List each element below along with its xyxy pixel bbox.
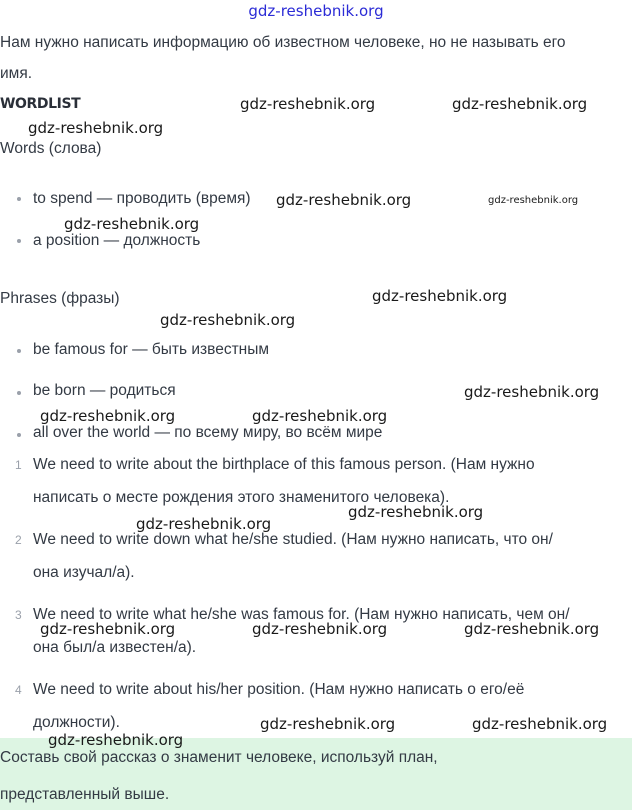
- words-heading: Words (слова): [0, 140, 102, 157]
- plan-item-4-line-2: должности).: [33, 714, 120, 731]
- watermark: gdz-reshebnik.org: [464, 383, 600, 401]
- watermark: gdz-reshebnik.org: [252, 620, 388, 638]
- bullet-icon: [17, 349, 21, 353]
- intro-line-1: Нам нужно написать информацию об известном человеке, но не называть его: [0, 34, 566, 51]
- watermark: gdz-reshebnik.org: [452, 95, 588, 113]
- intro-line-2: имя.: [0, 65, 33, 82]
- watermark: gdz-reshebnik.org: [276, 191, 412, 209]
- wordlist-heading: WORDLIST: [0, 96, 81, 112]
- watermark: gdz-reshebnik.org: [252, 407, 388, 425]
- bullet-icon: [17, 433, 21, 437]
- bullet-icon: [17, 391, 21, 395]
- plan-item-2-line-2: она изучал/а).: [33, 564, 135, 581]
- watermark: gdz-reshebnik.org: [472, 715, 608, 733]
- watermark: gdz-reshebnik.org: [160, 311, 296, 329]
- phrase-item-1: be famous for — быть известным: [33, 341, 270, 358]
- watermark: gdz-reshebnik.org: [28, 119, 164, 137]
- watermark: gdz-reshebnik.org: [240, 95, 376, 113]
- watermark: gdz-reshebnik.org: [64, 215, 200, 233]
- watermark: gdz-reshebnik.org: [372, 287, 508, 305]
- watermark: gdz-reshebnik.org: [136, 515, 272, 533]
- watermark: gdz-reshebnik.org: [40, 407, 176, 425]
- header-watermark[interactable]: gdz-reshebnik.org: [248, 2, 384, 20]
- phrase-item-3: all over the world — по всему миру, во всём мире: [33, 424, 383, 441]
- watermark: gdz-reshebnik.org: [48, 731, 184, 749]
- watermark: gdz-reshebnik.org: [260, 715, 396, 733]
- plan-item-4-line-1: We need to write about his/her position. (Нам нужно написать о его/её: [33, 681, 525, 698]
- watermark: gdz-reshebnik.org: [464, 620, 600, 638]
- bullet-icon: [17, 239, 21, 243]
- plan-item-3-line-2: она был/а известен/а).: [33, 639, 197, 656]
- plan-item-2-line-1: We need to write down what he/she studied. (Нам нужно написать, что он/: [33, 531, 553, 548]
- plan-item-1-line-2: написать о месте рождения этого знаменитого человека).: [33, 489, 450, 506]
- task-line-1: Составь свой рассказ о знаменит человеке, используй план,: [0, 749, 438, 766]
- word-item-1: to spend — проводить (время): [33, 190, 251, 207]
- plan-item-1-line-1: We need to write about the birthplace of this famous person. (Нам нужно: [33, 456, 535, 473]
- plan-number-1: 1: [15, 458, 22, 472]
- plan-number-3: 3: [15, 608, 22, 622]
- task-line-2: представленный выше.: [0, 786, 170, 803]
- watermark: gdz-reshebnik.org: [40, 620, 176, 638]
- word-item-2: a position — должность: [33, 232, 201, 249]
- phrase-item-2: be born — родиться: [33, 382, 176, 399]
- watermark: gdz-reshebnik.org: [348, 503, 484, 521]
- watermark: gdz-reshebnik.org: [488, 195, 579, 206]
- phrases-heading: Phrases (фразы): [0, 290, 120, 307]
- plan-number-4: 4: [15, 683, 22, 697]
- plan-number-2: 2: [15, 533, 22, 547]
- bullet-icon: [17, 197, 21, 201]
- plan-item-3-line-1: We need to write what he/she was famous for. (Нам нужно написать, чем он/: [33, 606, 570, 623]
